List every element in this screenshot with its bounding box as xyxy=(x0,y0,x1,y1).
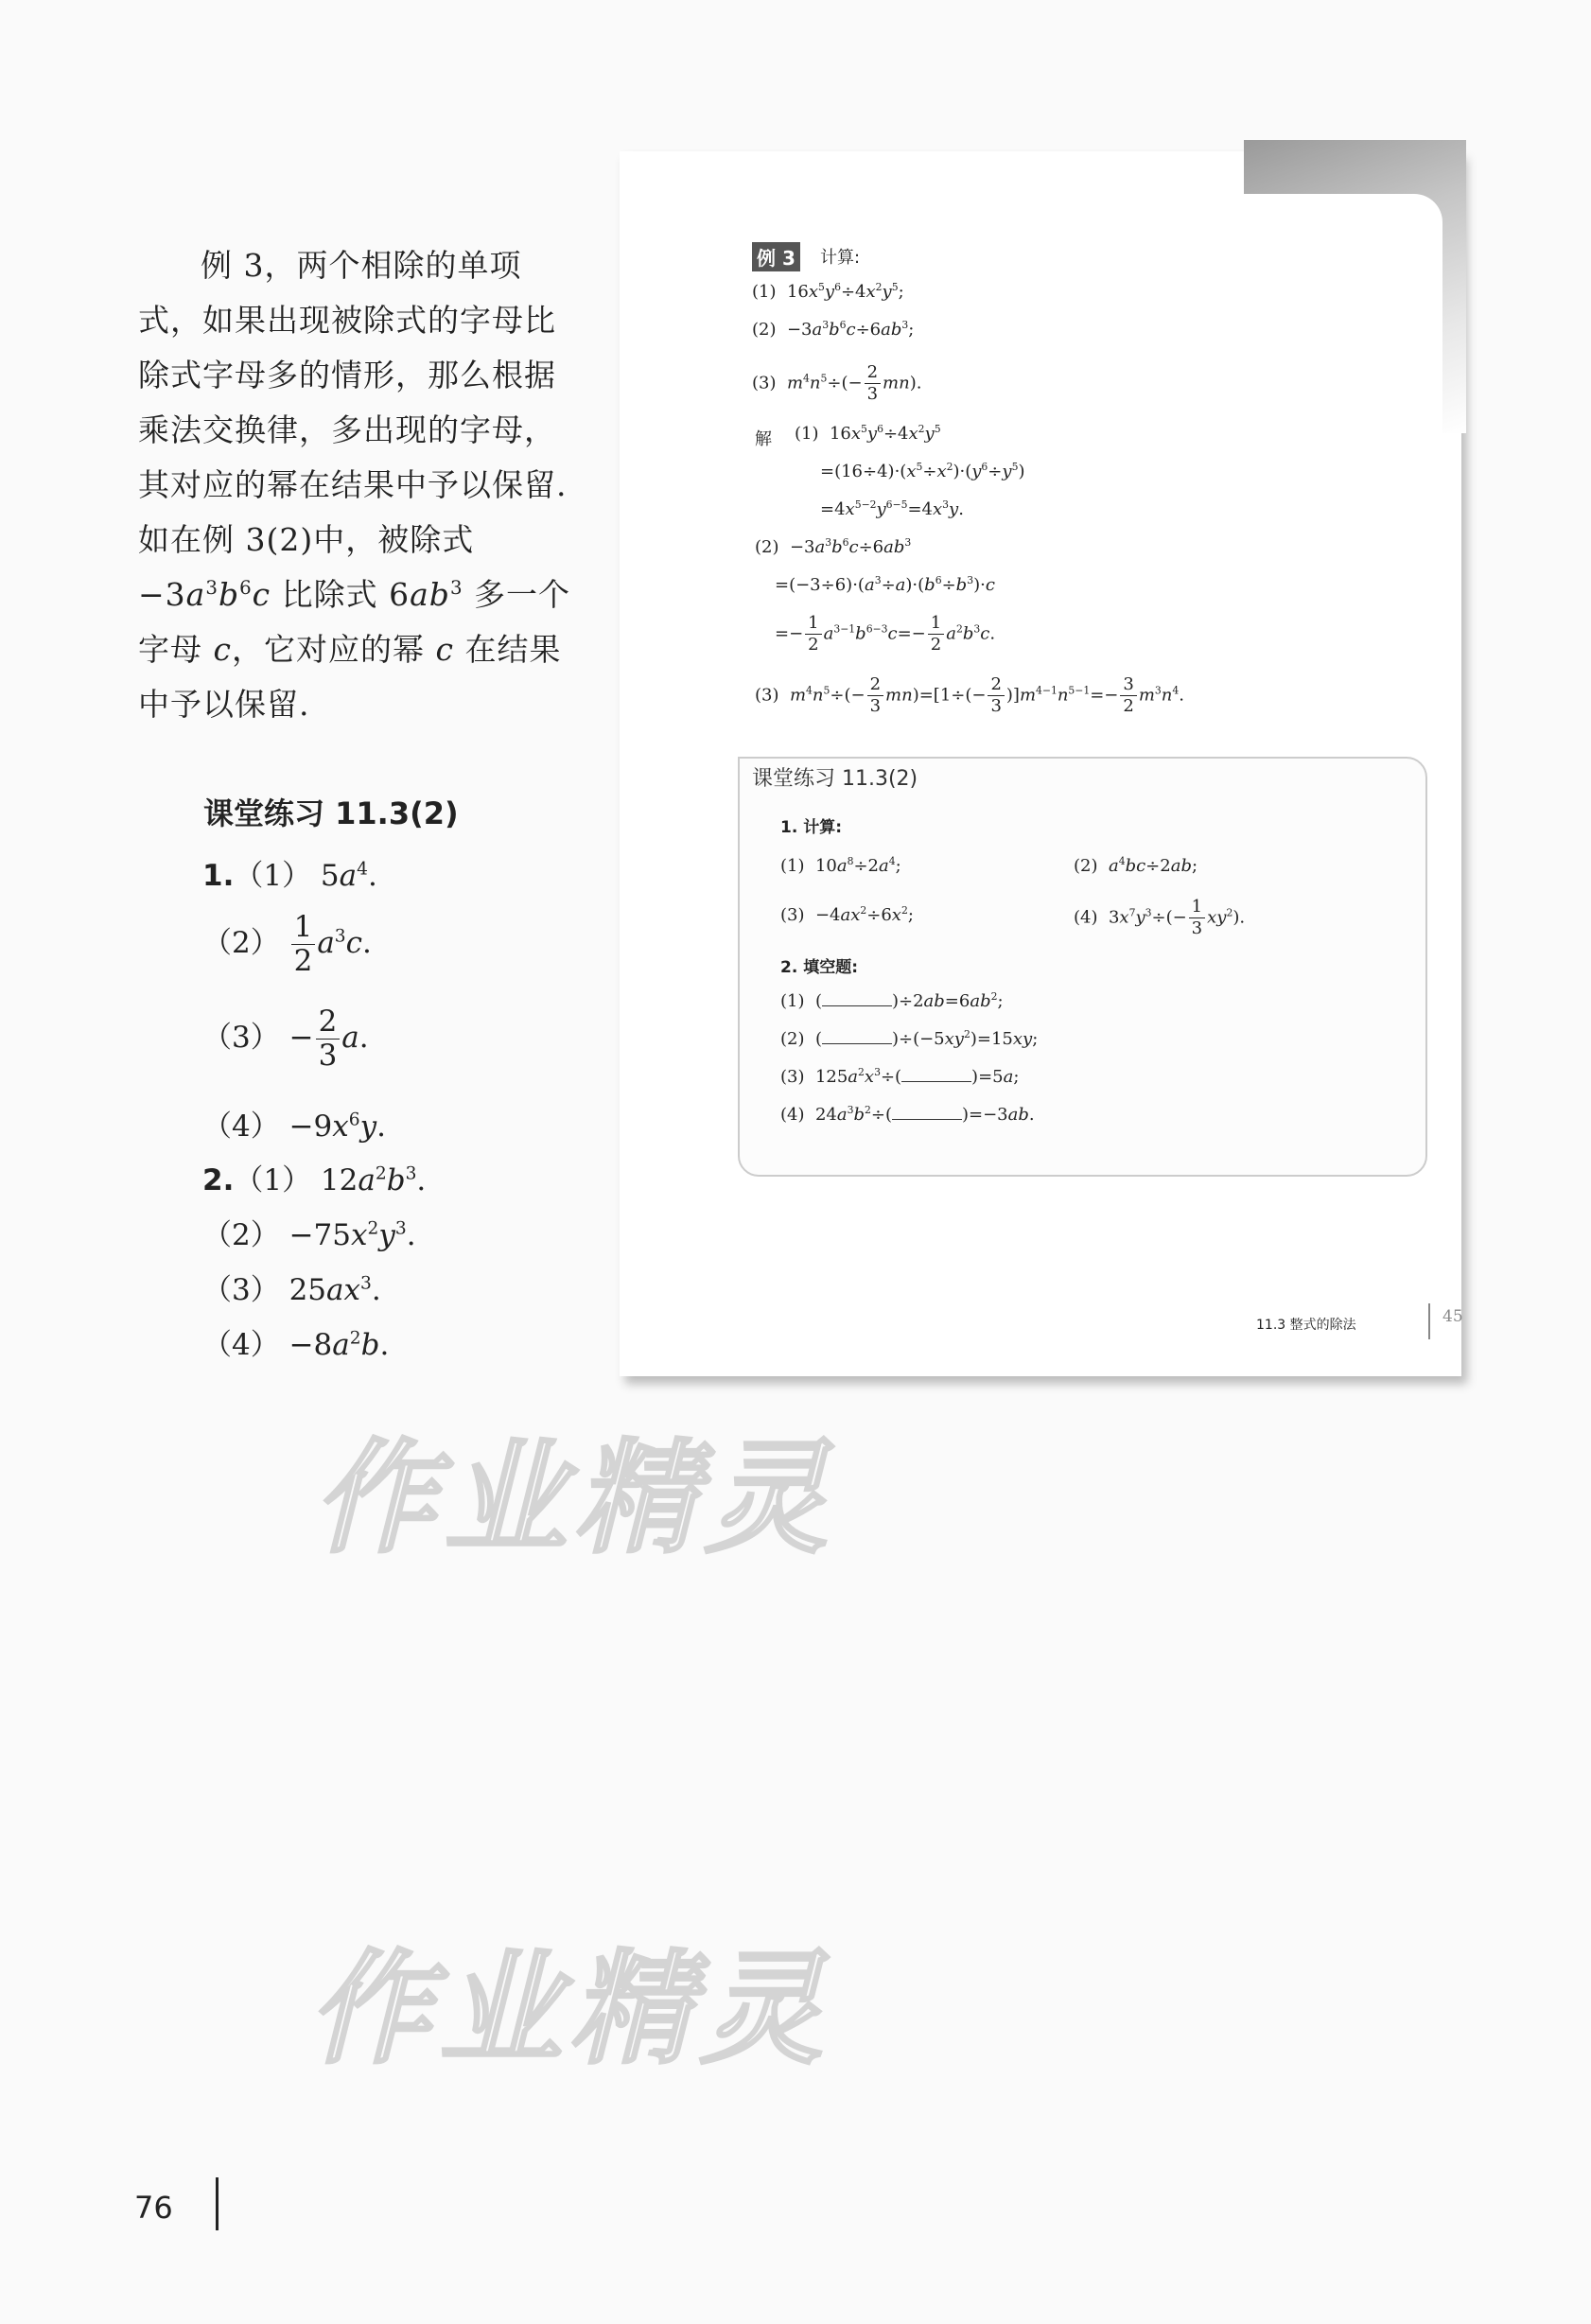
answer-1-1: 1.（1） $5a^4$. xyxy=(202,859,377,893)
solution-1-line-3: $=4x^{5-2}y^{6-5}=4x^3y$. xyxy=(820,498,964,519)
example-command: 计算: xyxy=(820,248,861,268)
answer-2-1: 2.（1） $12a^2b^3$. xyxy=(202,1163,427,1197)
solution-label: 解 xyxy=(755,429,772,449)
solution-1-line-2: $=(16\div 4)\cdot(x^5\div x^2)\cdot(y^6\div y^5)$ xyxy=(820,461,1025,481)
page-number: 76 xyxy=(134,2190,173,2226)
practice-q1-4: (4) $3x^7y^3\div(-$ $\frac{1}{3}$ $xy^2$). xyxy=(1074,897,1246,938)
solution-2-line-1: $(2) -3a^3b^6c\div 6ab^3$ xyxy=(755,536,912,557)
practice-q1-1: (1) $10a^8\div 2a^4$; xyxy=(780,855,901,876)
practice-q2-1: (1) ( )$\div 2ab=6ab^2$; xyxy=(780,990,1004,1011)
solution-2-line-2: $=(-3\div 6)\cdot(a^3\div a)\cdot(b^6\div b^3)\cdot c$ xyxy=(775,574,995,595)
page-number-divider xyxy=(216,2177,219,2230)
answer-2-3: （3） $25ax^3$. xyxy=(202,1273,381,1307)
problem-1: (1) $16x^5y^6\div 4x^2y^5$; xyxy=(752,281,904,302)
practice-q1-2: (2) $a^4bc\div 2ab$; xyxy=(1074,855,1198,876)
footer-divider xyxy=(1428,1303,1430,1339)
example-badge: 例 3 xyxy=(752,242,800,271)
practice-title: 课堂练习 11.3(2) xyxy=(752,767,918,791)
answer-2-2: $(2) -75x^2y^3$. xyxy=(202,1218,416,1252)
practice-q2-3: (3) $125a^2x^3\div$( )=5a; xyxy=(780,1066,1020,1087)
solution-1-line-1: (1) $16x^5y^6\div 4x^2y^5$ xyxy=(795,423,941,444)
answer-1-2: （2） $\frac{1}{2}$ $a^3c$. xyxy=(202,910,372,978)
textbook-page xyxy=(620,151,1461,1376)
practice-q2-head: 2. 填空题: xyxy=(780,958,859,977)
watermark: 作业精灵 xyxy=(306,1426,865,1570)
answers-title: 课堂练习 11.3(2) xyxy=(203,795,459,831)
answer-1-3: （3） − $\frac{2}{3}$ a. xyxy=(202,1005,369,1073)
practice-q1-3: $(3) -4ax^2\div 6x^2$; xyxy=(780,904,914,925)
practice-q2-2: (2) ( )$\div(-5xy^2)=15xy$; xyxy=(780,1028,1039,1049)
commentary-paragraph: 例 3，两个相除的单项式，如果出现被除式的字母比除式字母多的情形，那么根据乘法交换律，多出现的字母，其对应的幂在结果中予以保留. 如在例 3(2)中，被除式 $-3a^3b^6c$ 比除式 $6ab^3$ 多一个字母 c，它对应的幂 c 在结果中予以保留. xyxy=(138,247,571,723)
solution-3: (3) $m^4n^5\div(-$ $\frac{2}{3}$ mn)=[1÷(− $\frac{2}{3}$ )]$m^{4-1}n^{5-1}=-$ $\frac{3}{2}$ $m^3n^4$. xyxy=(755,674,1184,716)
practice-q2-4: (4) $24a^3b^2\div$( )=−3ab. xyxy=(780,1104,1035,1125)
solution-2-line-3: =− $\frac{1}{2}$ $a^{3-1}b^{6-3}c=-$ $\frac{1}{2}$ $a^2b^3c$. xyxy=(775,613,996,655)
practice-q1-head: 1. 计算: xyxy=(780,818,843,837)
answer-2-4: $(4) -8a^2b$. xyxy=(202,1328,390,1362)
watermark: 作业精灵 xyxy=(301,1937,860,2081)
textbook-page-number: 45 xyxy=(1442,1307,1463,1326)
section-footer: 11.3 整式的除法 xyxy=(1256,1318,1356,1333)
problem-3: (3) $m^4n^5\div(-$ $\frac{2}{3}$ mn). xyxy=(752,362,922,404)
answer-1-4: $(4) -9x^6y$. xyxy=(202,1110,386,1144)
problem-2: $(2) -3a^3b^6c\div 6ab^3$; xyxy=(752,319,915,340)
